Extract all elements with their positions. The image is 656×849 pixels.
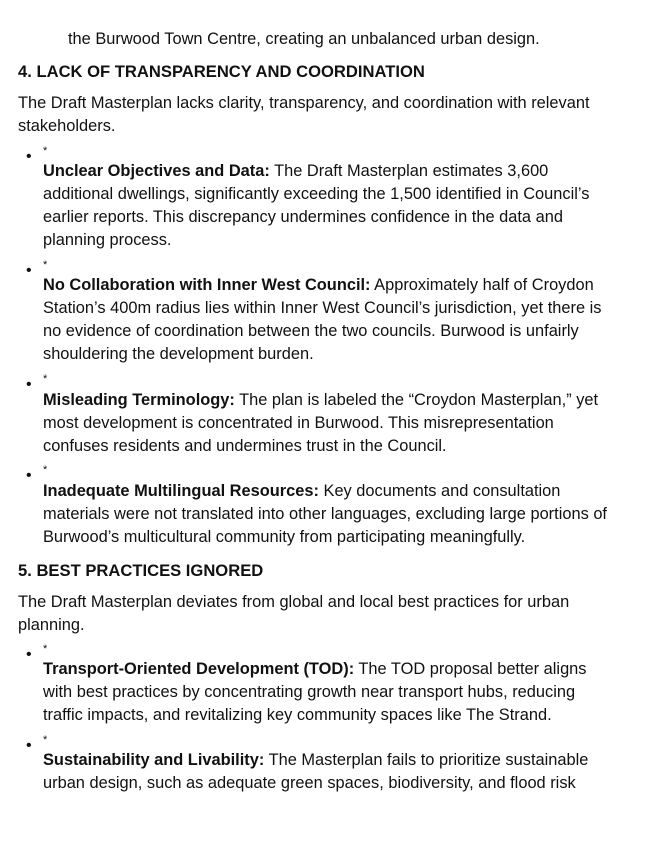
item-title: Unclear Objectives and Data: [43, 162, 270, 180]
item-marker: * [43, 464, 48, 476]
item-text: The TOD proposal better aligns [354, 660, 587, 678]
item-text: Key documents and consultation [318, 482, 561, 500]
item-marker: * [43, 643, 48, 655]
item-line: additional dwellings, significantly exceeding the 1,500 identified in Council’s [43, 185, 590, 203]
item-line: shouldering the development burden. [43, 345, 314, 363]
item-line: Burwood’s multicultural community from participating meaningfully. [43, 528, 526, 546]
item-text: The Draft Masterplan estimates 3,600 [269, 162, 549, 180]
item-line: materials were not translated into other languages, excluding large portions of [43, 505, 607, 523]
item-text: The Masterplan fails to prioritize sustainable [264, 751, 589, 769]
item-title: No Collaboration with Inner West Council: [43, 276, 371, 294]
bullet-dot: • [26, 262, 32, 279]
item-marker: * [43, 734, 48, 746]
item-first-line [43, 749, 588, 772]
item-line: traffic impacts, and revitalizing key community spaces like The Strand. [43, 706, 552, 724]
item-first-line [43, 389, 598, 412]
carryover-line: the Burwood Town Centre, creating an unbalanced urban design. [68, 30, 540, 48]
section-4-intro-line-2: stakeholders. [18, 117, 116, 135]
section-4-intro-line-1: The Draft Masterplan lacks clarity, transparency, and coordination with relevant [18, 94, 590, 112]
item-line: Station’s 400m radius lies within Inner West Council’s jurisdiction, yet there is [43, 299, 602, 317]
item-title: Sustainability and Livability: [43, 751, 265, 769]
section-5-intro-line-1: The Draft Masterplan deviates from global and local best practices for urban [18, 593, 570, 611]
section-5-heading: 5. BEST PRACTICES IGNORED [18, 561, 264, 580]
item-line: most development is concentrated in Burwood. This misrepresentation [43, 414, 554, 432]
item-line: planning process. [43, 231, 172, 249]
item-title: Transport-Oriented Development (TOD): [43, 660, 355, 678]
item-text: Approximately half of Croydon [370, 276, 594, 294]
item-first-line [43, 658, 587, 681]
item-text: The plan is labeled the “Croydon Masterplan,” yet [234, 391, 599, 409]
item-title: Misleading Terminology: [43, 391, 235, 409]
item-line: urban design, such as adequate green spaces, biodiversity, and flood risk [43, 774, 576, 792]
item-marker: * [43, 373, 48, 385]
item-first-line [43, 160, 548, 183]
item-first-line [43, 480, 560, 503]
bullet-dot: • [26, 467, 32, 484]
bullet-dot: • [26, 376, 32, 393]
item-marker: * [43, 145, 48, 157]
section-5-intro-line-2: planning. [18, 616, 85, 634]
item-title: Inadequate Multilingual Resources: [43, 482, 319, 500]
bullet-dot: • [26, 737, 32, 754]
item-first-line [43, 274, 594, 297]
section-4-heading: 4. LACK OF TRANSPARENCY AND COORDINATION [18, 62, 425, 81]
bullet-dot: • [26, 646, 32, 663]
item-line: no evidence of coordination between the two councils. Burwood is unfairly [43, 322, 579, 340]
bullet-dot: • [26, 148, 32, 165]
item-line: earlier reports. This discrepancy undermines confidence in the data and [43, 208, 563, 226]
item-line: confuses residents and undermines trust in the Council. [43, 437, 447, 455]
item-line: with best practices by concentrating growth near transport hubs, reducing [43, 683, 576, 701]
item-marker: * [43, 259, 48, 271]
